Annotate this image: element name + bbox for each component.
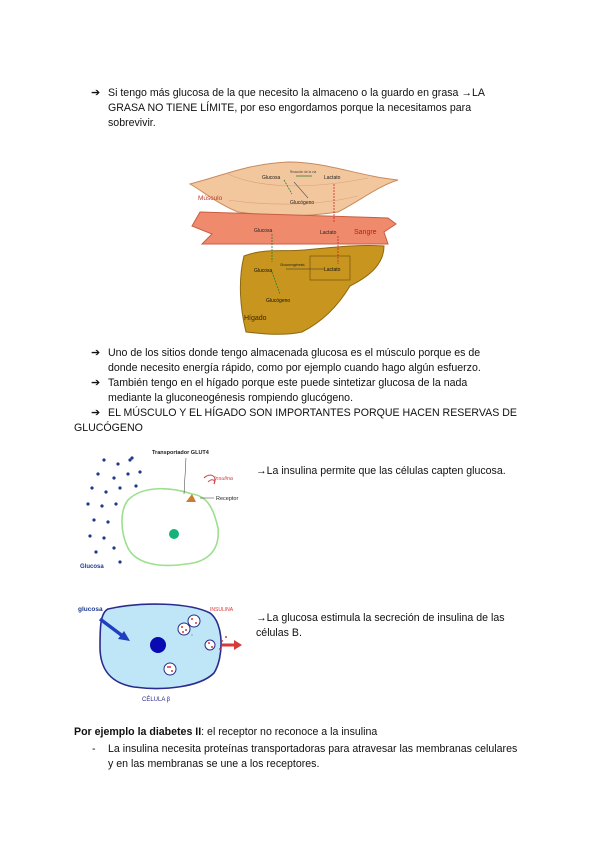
example-bold: Por ejemplo la diabetes II bbox=[74, 726, 202, 738]
bullet-text-4: EL MÚSCULO Y EL HÍGADO SON IMPORTANTES PORQUE HACEN RESERVAS DE GLUCÓGENO bbox=[74, 407, 517, 434]
label-lactato-musculo: Lactato bbox=[324, 175, 341, 181]
label-sangre: Sangre bbox=[354, 229, 377, 236]
label-insulina-beta: INSULINA bbox=[210, 607, 234, 613]
beta-cell-diagram bbox=[74, 597, 250, 705]
label-lactato-sangre: Lactato bbox=[320, 230, 337, 236]
label-higado: Hígado bbox=[244, 315, 267, 322]
label-transportador: Transportador GLUT4 bbox=[152, 450, 209, 456]
label-glucogeno-higado: Glucógeno bbox=[266, 298, 291, 304]
insulin-glut4-diagram bbox=[74, 444, 250, 570]
bullet-arrow-2: ➔ bbox=[91, 347, 101, 359]
bullet-text-3: También tengo en el hígado porque este puede sintetizar glucosa de la nada mediante la gluconeogénesis rompiendo glucógeno. bbox=[108, 377, 468, 404]
example-rest: : el receptor no reconoce a la insulina bbox=[201, 726, 378, 738]
blood-vessel-shape bbox=[192, 212, 396, 244]
bullet-arrow-4: ➔ bbox=[91, 407, 101, 419]
label-glucosa-sangre: Glucosa bbox=[254, 228, 273, 234]
bullet-text-1: Si tengo más glucosa de la que necesito la almaceno o la guardo en grasa →LA GRASA NO TIENE LÍMITE, por eso engordamos porque la necesitamos para sobrevivir. bbox=[108, 87, 485, 129]
label-gluconeogenesis: Gluconeogénesis bbox=[280, 263, 305, 267]
label-glucosa-beta: glucosa bbox=[78, 606, 103, 613]
label-glucogeno-musculo: Glucógeno bbox=[290, 200, 315, 206]
dash-text-1: La insulina necesita proteínas transportadoras para atravesar las membranas celulares y en las membranas se une a los receptores. bbox=[108, 743, 518, 770]
label-glucosa-musculo: Glucosa bbox=[262, 175, 281, 181]
label-glucosa-higado: Glucosa bbox=[254, 268, 273, 274]
bullet-text-2: Uno de los sitios donde tengo almacenada glucosa es el músculo porque es de donde necesito energía rápido, como por ejemplo cuando hago algún esfuerzo. bbox=[108, 347, 481, 374]
example-paragraph bbox=[74, 725, 534, 740]
label-via: Reacción de la vía bbox=[290, 170, 317, 174]
label-glucosa: Glucosa bbox=[80, 564, 104, 570]
label-receptor: Receptor bbox=[216, 496, 239, 502]
nucleus bbox=[150, 637, 166, 653]
glucose-metabolism-diagram bbox=[188, 160, 400, 336]
figure2-caption: →La insulina permite que las células capten glucosa. bbox=[256, 465, 506, 477]
nucleus bbox=[169, 529, 179, 539]
label-musculo: Músculo bbox=[198, 195, 223, 202]
dash-marker-1: - bbox=[92, 743, 96, 755]
bullet-arrow-3: ➔ bbox=[91, 377, 101, 389]
label-lactato-higado: Lactato bbox=[324, 267, 341, 273]
label-insulina: Insulina bbox=[214, 476, 233, 482]
figure3-caption: →La glucosa estimula la secreción de insulina de las células B. bbox=[256, 612, 505, 639]
label-celula-beta: CÉLULA β bbox=[142, 697, 171, 703]
cell-membrane bbox=[122, 489, 218, 566]
bullet-arrow-1: ➔ bbox=[91, 87, 101, 99]
